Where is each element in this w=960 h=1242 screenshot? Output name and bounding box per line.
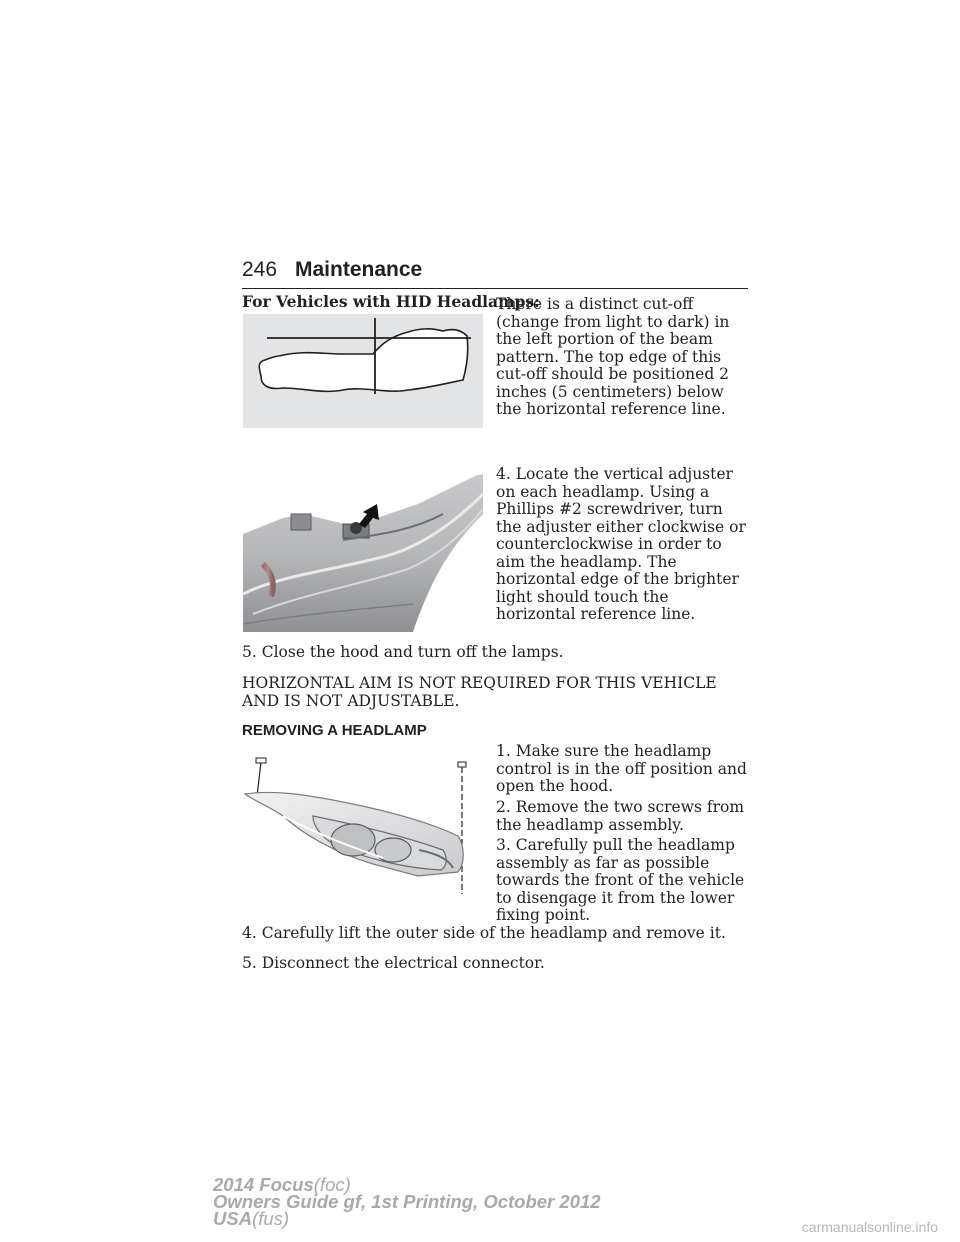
footer-model-code: (foc): [313, 1174, 351, 1195]
remove-step4-text: 4. Carefully lift the outer side of the headlamp and remove it.: [242, 924, 726, 942]
page-header: [242, 256, 748, 289]
remove-step3-text: 3. Carefully pull the headlamp assembly as far as possible towards the front of the vehicle to disengage it from the lower fixing point.: [496, 836, 745, 924]
step4-adjuster-text: 4. Locate the vertical adjuster on each headlamp. Using a Phillips #2 screwdriver, turn the adjuster either clockwise or counterclockwise in order to aim the headlamp. The horizontal edge of the brighter light should touch the horizontal reference line.: [496, 465, 746, 623]
remove-step5-text: 5. Disconnect the electrical connector.: [242, 954, 545, 972]
remove-step1-text: 1. Make sure the headlamp control is in the off position and open the hood.: [496, 742, 747, 795]
step5-close-text: 5. Close the hood and turn off the lamps.: [242, 643, 564, 661]
footer-market-code: (fus): [252, 1208, 290, 1229]
cutoff-text: There is a distinct cut-off (change from light to dark) in the left portion of the beam pattern. The top edge of this cut-off should be positioned 2 inches (5 centimeters) below the horizontal reference line.: [496, 295, 730, 418]
watermark: carmanualsonline.info: [801, 1219, 938, 1235]
removing-headlamp-heading: REMOVING A HEADLAMP: [242, 722, 427, 739]
section-title: Maintenance: [295, 258, 423, 281]
page-footer: [213, 1176, 601, 1227]
remove-step2-text: 2. Remove the two screws from the headlamp assembly.: [496, 798, 745, 834]
hid-headlamps-heading: For Vehicles with HID Headlamps:: [242, 292, 540, 311]
footer-market: USA: [213, 1208, 253, 1229]
headlamp-assembly-figure: [243, 754, 483, 894]
beam-pattern-figure: [243, 314, 483, 428]
page-number: 246: [242, 258, 278, 281]
footer-line-market: [213, 1210, 601, 1227]
horizontal-aim-note: HORIZONTAL AIM IS NOT REQUIRED FOR THIS VEHICLE AND IS NOT ADJUSTABLE.: [242, 674, 717, 710]
headlamp-adjuster-figure: [243, 474, 483, 632]
footer-model: 2014 Focus: [213, 1174, 314, 1195]
footer-guide: Owners Guide gf, 1st Printing, October 2012: [213, 1191, 601, 1212]
